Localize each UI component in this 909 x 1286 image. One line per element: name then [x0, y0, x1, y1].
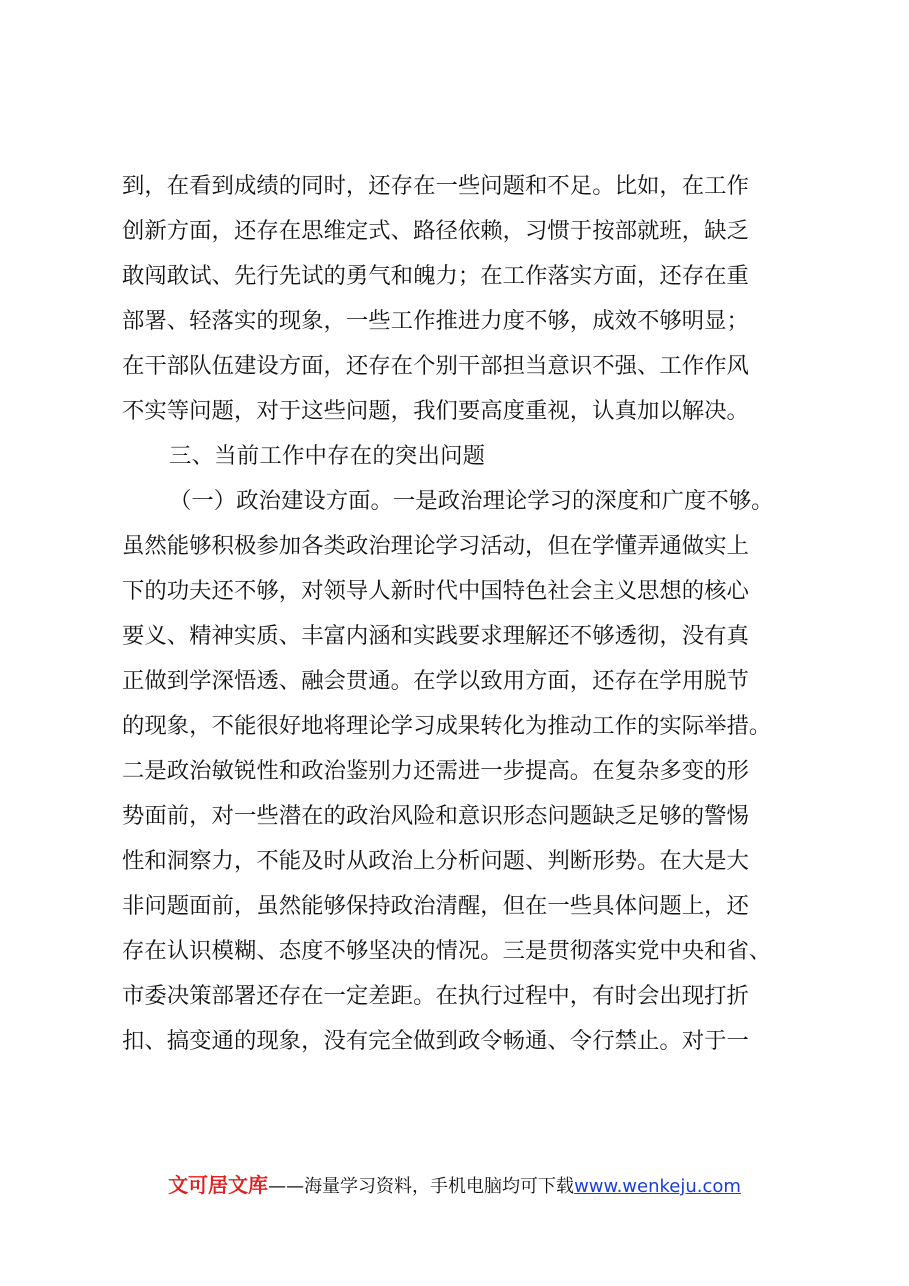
text-line: 存在认识模糊、态度不够坚决的情况。三是贯彻落实党中央和省、: [122, 938, 772, 964]
text-line: 的现象，不能很好地将理论学习成果转化为推动工作的实际举措。: [122, 713, 772, 739]
footer-site-link[interactable]: www.wenkeju.com: [574, 1176, 741, 1197]
text-line: 在干部队伍建设方面，还存在个别干部担当意识不强、工作作风: [122, 353, 749, 379]
text-line: 非问题面前，虽然能够保持政治清醒，但在一些具体问题上，还: [122, 893, 749, 919]
text-line: 部署、轻落实的现象，一些工作推进力度不够，成效不够明显；: [122, 308, 749, 334]
text-line: 扣、搞变通的现象，没有完全做到政令畅通、令行禁止。对于一: [122, 1028, 749, 1054]
section-heading: 三、当前工作中存在的突出问题: [169, 443, 486, 469]
paragraph-first-line: （一）政治建设方面。一是政治理论学习的深度和广度不够。: [169, 488, 774, 514]
text-line: 敢闯敢试、先行先试的勇气和魄力；在工作落实方面，还存在重: [122, 263, 749, 289]
text-line: 到，在看到成绩的同时，还存在一些问题和不足。比如，在工作: [122, 173, 749, 199]
document-body: [122, 164, 788, 1064]
text-line: 正做到学深悟透、融会贯通。在学以致用方面，还存在学用脱节: [122, 668, 749, 694]
text-line: 势面前，对一些潜在的政治风险和意识形态问题缺乏足够的警惕: [122, 803, 749, 829]
text-line: 性和洞察力，不能及时从政治上分析问题、判断形势。在大是大: [122, 848, 749, 874]
text-line: 二是政治敏锐性和政治鉴别力还需进一步提高。在复杂多变的形: [122, 758, 749, 784]
footer-banner: [0, 1170, 909, 1202]
footer-brand: 文可居文库: [168, 1173, 269, 1197]
text-line: 不实等问题，对于这些问题，我们要高度重视，认真加以解决。: [122, 398, 749, 424]
text-line: 创新方面，还存在思维定式、路径依赖，习惯于按部就班，缺乏: [122, 218, 749, 244]
text-line: 下的功夫还不够，对领导人新时代中国特色社会主义思想的核心: [122, 578, 749, 604]
text-line: 虽然能够积极参加各类政治理论学习活动，但在学懂弄通做实上: [122, 533, 749, 559]
footer-tagline: ——海量学习资料，手机电脑均可下载: [268, 1176, 575, 1197]
text-line: 要义、精神实质、丰富内涵和实践要求理解还不够透彻，没有真: [122, 623, 749, 649]
text-line: 市委决策部署还存在一定差距。在执行过程中，有时会出现打折: [122, 983, 749, 1009]
